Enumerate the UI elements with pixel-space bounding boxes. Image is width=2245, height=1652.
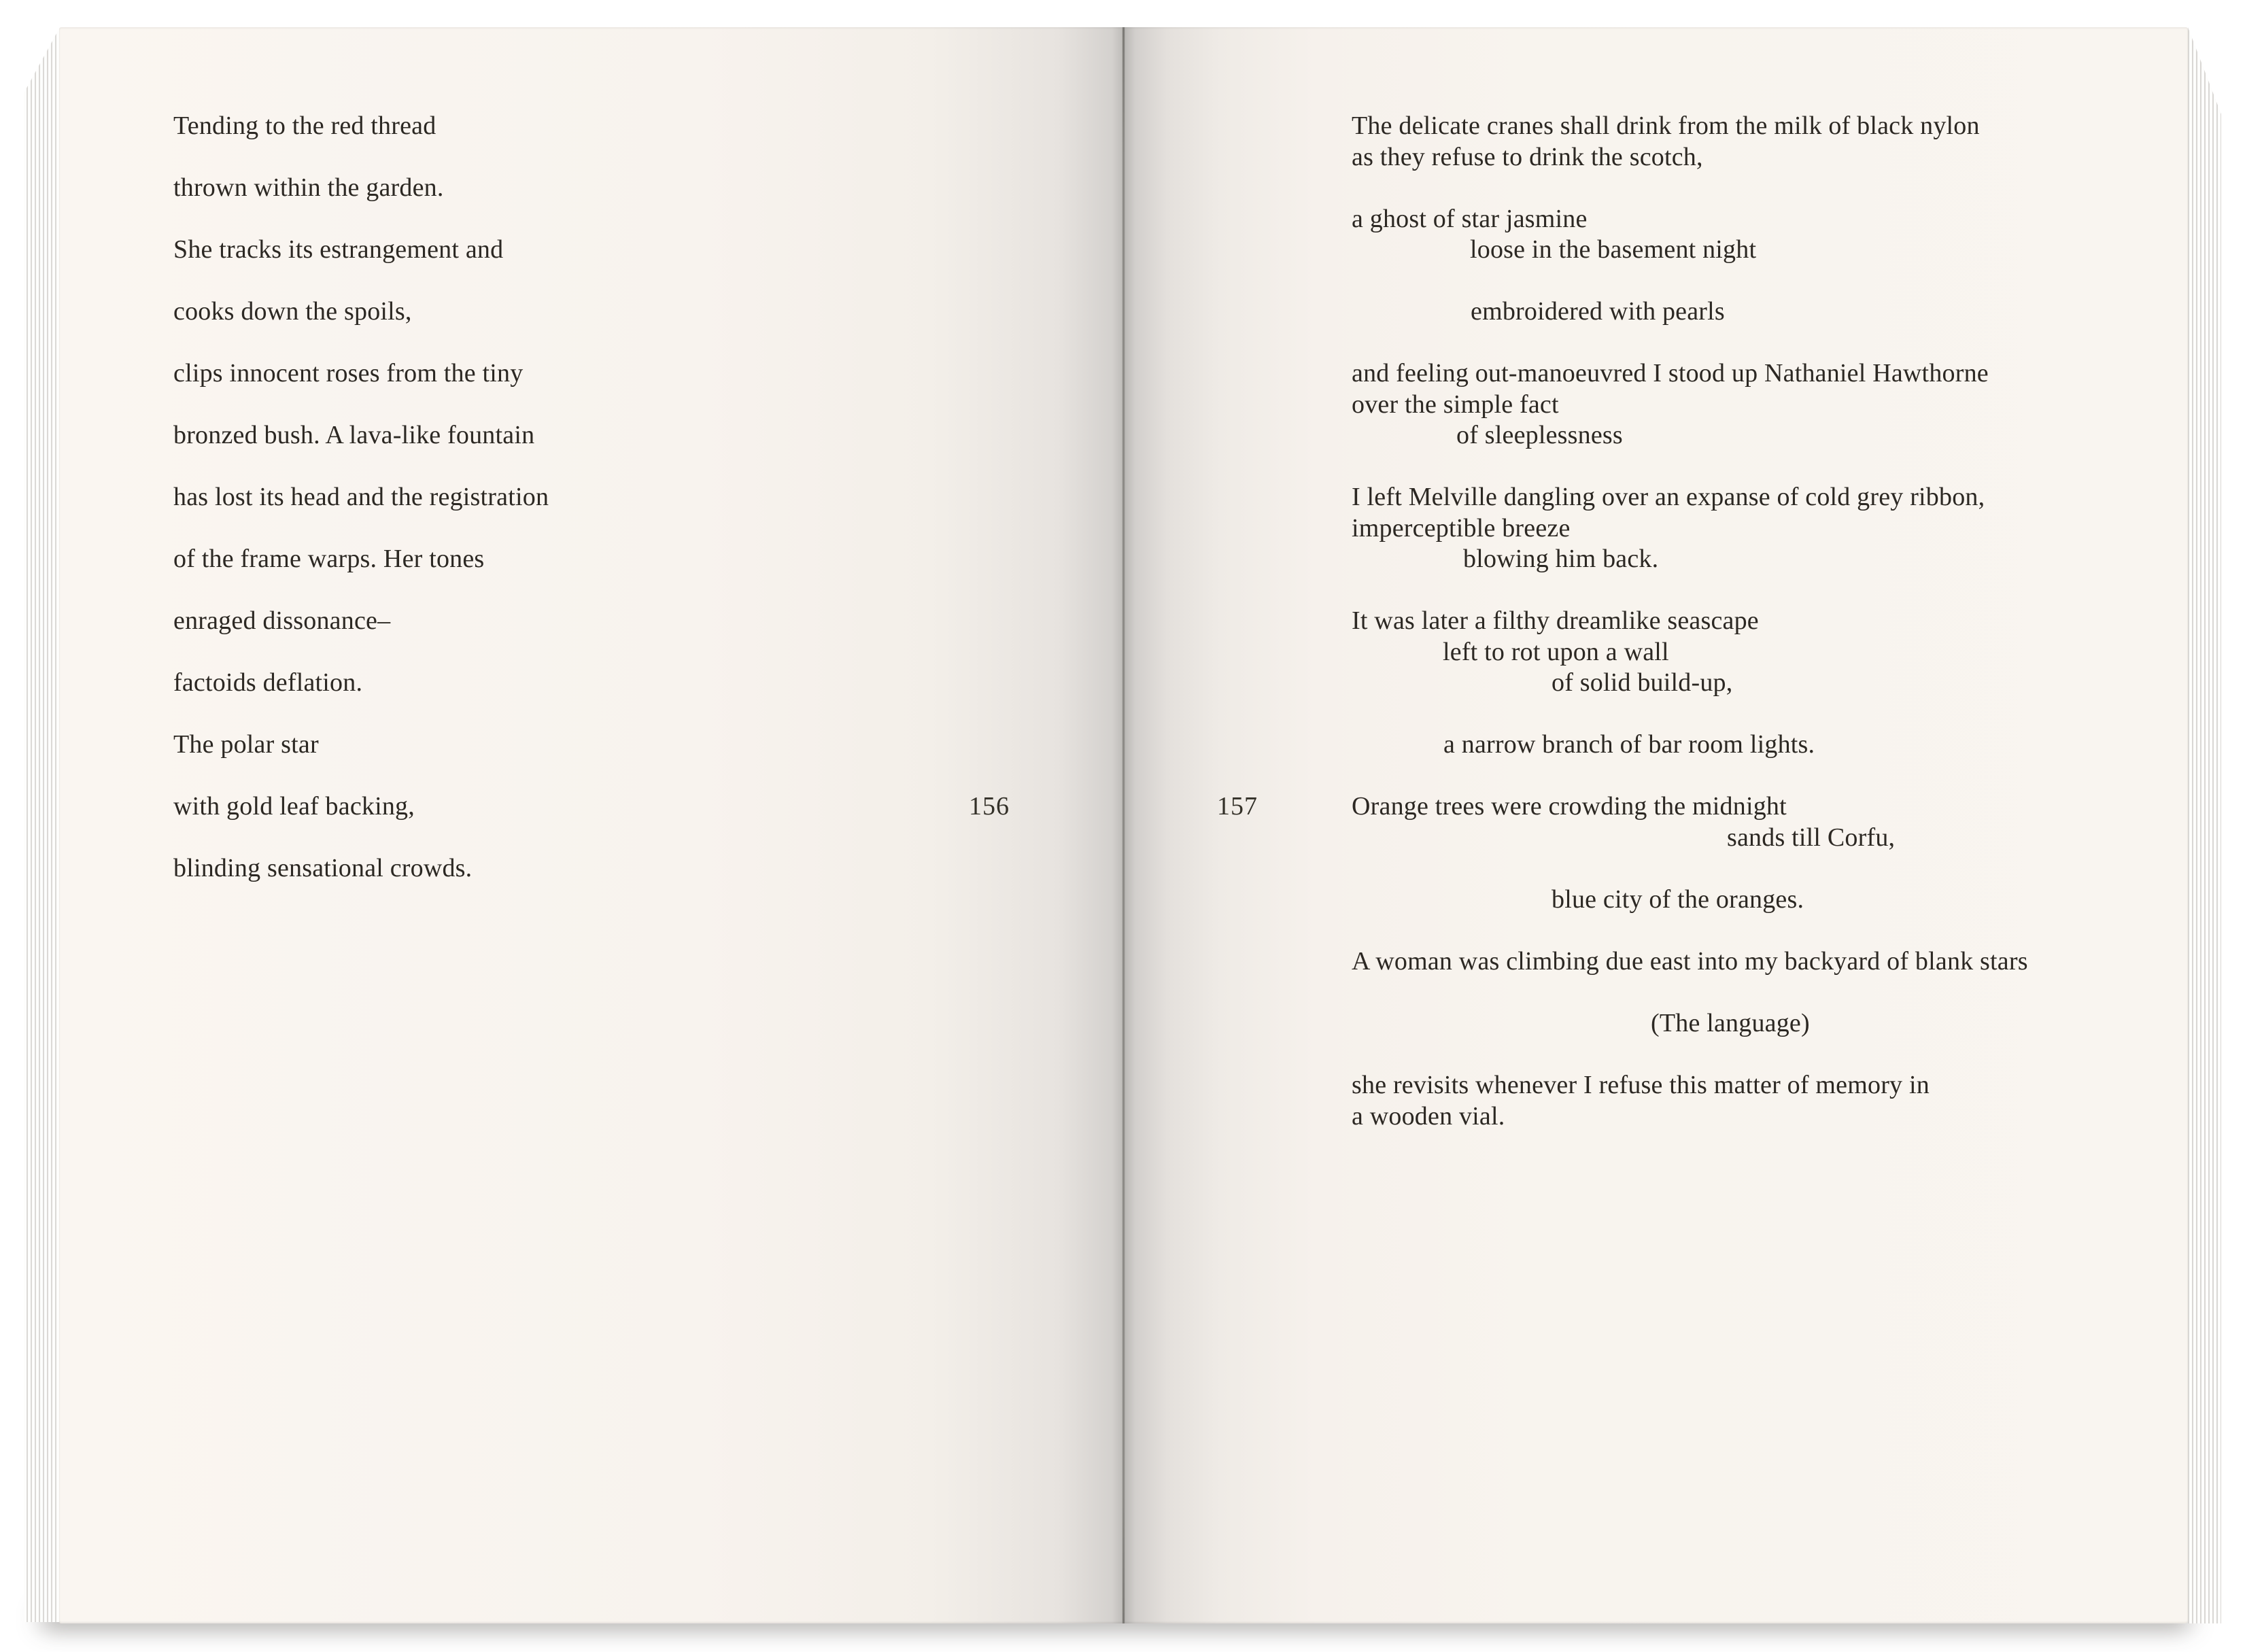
poem-line: Tending to the red thread <box>173 111 436 140</box>
poem-line: A woman was climbing due east into my backyard of blank stars <box>1352 947 2028 976</box>
poem-line: of solid build-up, <box>1552 668 1733 697</box>
poem-line: The delicate cranes shall drink from the milk of black nylon <box>1352 111 1980 140</box>
poem-line: She tracks its estrangement and <box>173 235 504 264</box>
poem-line: blue city of the oranges. <box>1552 885 1804 914</box>
poem-line: bronzed bush. A lava-like fountain <box>173 421 535 449</box>
poem-line: with gold leaf backing, <box>173 792 415 821</box>
poem-line: and feeling out-manoeuvred I stood up Nathaniel Hawthorne <box>1352 359 1989 388</box>
poem-line: cooks down the spoils, <box>173 297 412 326</box>
poem-line: a narrow branch of bar room lights. <box>1443 730 1815 759</box>
poem-line: blinding sensational crowds. <box>173 854 473 882</box>
right-page <box>1125 27 2188 1623</box>
page-number-right: 157 <box>1217 792 1258 821</box>
poem-line: she revisits whenever I refuse this matter of memory in <box>1352 1071 1930 1099</box>
poem-line: as they refuse to drink the scotch, <box>1352 143 1703 171</box>
poem-line: left to rot upon a wall <box>1443 638 1669 666</box>
poem-line: factoids deflation. <box>173 668 363 697</box>
page-number-left: 156 <box>969 792 1010 821</box>
poem-line: enraged dissonance– <box>173 606 391 635</box>
poem-line: over the simple fact <box>1352 390 1559 419</box>
poem-line: sands till Corfu, <box>1727 823 1896 852</box>
poem-line: The polar star <box>173 730 319 759</box>
left-page-stack-edges <box>24 29 59 1622</box>
poem-line: loose in the basement night <box>1470 235 1757 264</box>
right-page-stack-edges <box>2188 27 2221 1623</box>
poem-line: clips innocent roses from the tiny <box>173 359 524 388</box>
poem-line: a wooden vial. <box>1352 1102 1505 1131</box>
poem-line: I left Melville dangling over an expanse of cold grey ribbon, <box>1352 483 1985 511</box>
poem-line: a ghost of star jasmine <box>1352 205 1588 233</box>
poem-line: of sleeplessness <box>1456 421 1623 449</box>
poem-line: has lost its head and the registration <box>173 483 549 511</box>
poem-line: imperceptible breeze <box>1352 514 1571 543</box>
poem-line: embroidered with pearls <box>1471 297 1725 326</box>
poem-line: It was later a filthy dreamlike seascape <box>1352 606 1759 635</box>
poem-line: thrown within the garden. <box>173 173 444 202</box>
left-page <box>59 27 1122 1623</box>
poem-line: Orange trees were crowding the midnight <box>1352 792 1787 821</box>
poem-line: of the frame warps. Her tones <box>173 545 485 573</box>
poem-line: (The language) <box>1651 1009 1810 1037</box>
poem-line: blowing him back. <box>1463 545 1659 573</box>
